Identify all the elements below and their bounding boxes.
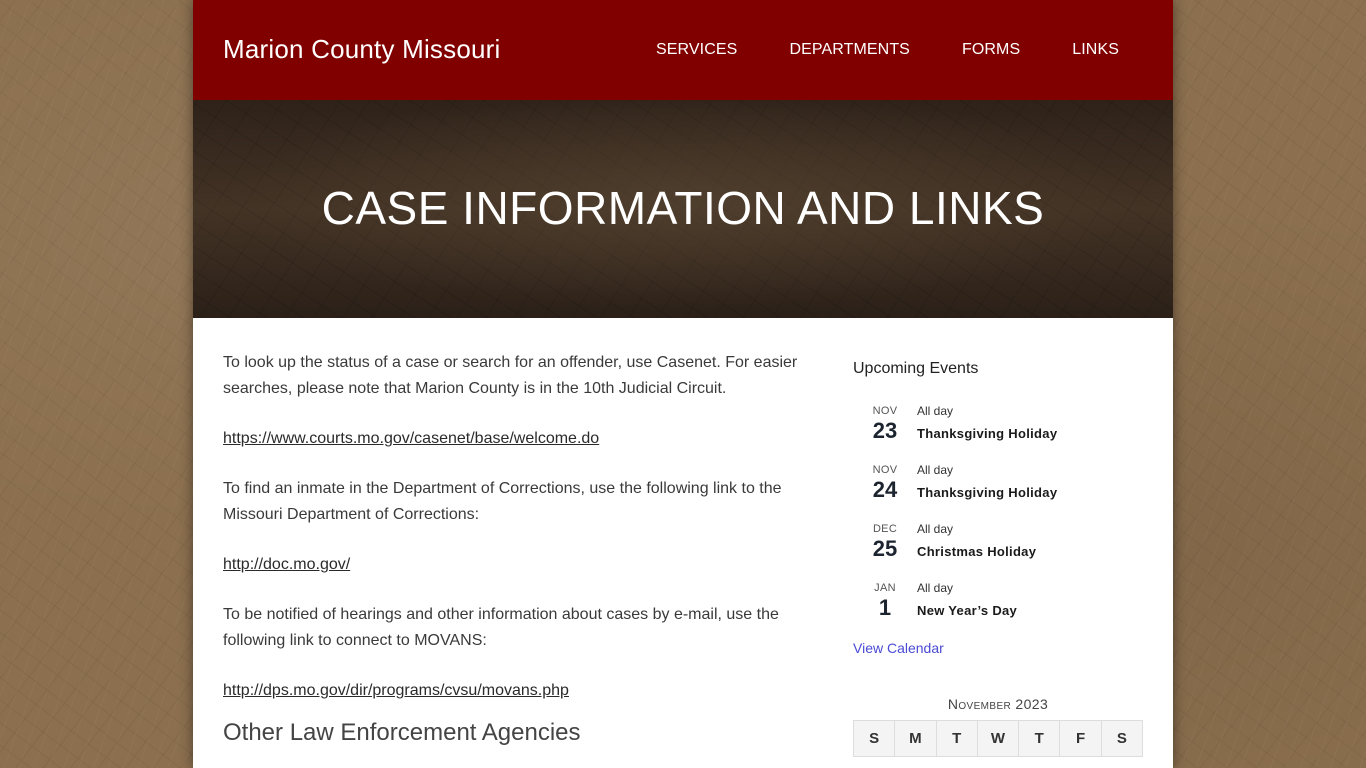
doc-link[interactable]: http://doc.mo.gov/ <box>223 556 351 573</box>
event-item[interactable] <box>853 463 1143 522</box>
event-day: 1 <box>878 595 892 620</box>
nav-services[interactable]: SERVICES <box>656 41 738 58</box>
site-header <box>193 0 1173 100</box>
event-month: JAN <box>874 582 896 594</box>
calendar-caption: November 2023 <box>947 696 1049 712</box>
site-title-link[interactable]: Marion County Missouri <box>223 33 501 64</box>
event-month: NOV <box>872 405 898 417</box>
event-date <box>853 404 917 463</box>
event-info <box>917 404 1057 463</box>
section-heading: Other Law Enforcement Agencies <box>223 719 581 746</box>
event-time: All day <box>917 404 954 418</box>
weekday-header: T <box>1019 721 1060 757</box>
event-time: All day <box>917 522 954 536</box>
weekday-header: T <box>936 721 977 757</box>
event-item[interactable] <box>853 581 1143 640</box>
page-container <box>193 0 1173 768</box>
sidebar <box>853 318 1143 757</box>
event-title[interactable]: Thanksgiving Holiday <box>917 485 1058 500</box>
casenet-paragraph: To look up the status of a case or search for an offender, use Casenet. For easier searches, please note that Marion County is in the 10th Judicial Circuit. <box>223 354 798 397</box>
movans-link[interactable]: http://dps.mo.gov/dir/programs/cvsu/movans.php <box>223 682 569 699</box>
event-day: 24 <box>872 477 898 502</box>
doc-paragraph: To find an inmate in the Department of Corrections, use the following link to the Missouri Department of Corrections: <box>223 480 782 523</box>
event-info <box>917 463 1057 522</box>
weekday-header: W <box>977 721 1018 757</box>
calendar-table <box>853 720 1143 757</box>
event-day: 25 <box>872 536 898 561</box>
page-title: CASE INFORMATION AND LINKS <box>321 182 1045 234</box>
weekday-header: M <box>895 721 936 757</box>
nav-links[interactable]: LINKS <box>1072 41 1119 58</box>
event-title[interactable]: Thanksgiving Holiday <box>917 426 1058 441</box>
event-day: 23 <box>872 418 898 443</box>
nav-departments[interactable]: DEPARTMENTS <box>789 41 910 58</box>
event-date <box>853 581 917 640</box>
content-area <box>193 318 1173 757</box>
hero-banner <box>193 100 1173 318</box>
weekday-header: F <box>1060 721 1101 757</box>
casenet-link-paragraph <box>223 426 823 452</box>
events-widget-title: Upcoming Events <box>853 360 979 377</box>
event-info <box>917 581 1017 640</box>
event-month: DEC <box>872 523 898 535</box>
event-month: NOV <box>872 464 898 476</box>
event-title[interactable]: Christmas Holiday <box>917 544 1037 559</box>
event-info <box>917 522 1036 581</box>
event-date <box>853 463 917 522</box>
event-item[interactable] <box>853 404 1143 463</box>
movans-link-paragraph <box>223 678 823 704</box>
main-nav <box>656 41 1119 59</box>
casenet-link[interactable]: https://www.courts.mo.gov/casenet/base/welcome.do <box>223 430 600 447</box>
nav-forms[interactable]: FORMS <box>961 41 1021 58</box>
view-calendar-link[interactable]: View Calendar <box>853 640 944 656</box>
main-content <box>223 318 823 757</box>
event-item[interactable] <box>853 522 1143 581</box>
weekday-header: S <box>854 721 895 757</box>
event-date <box>853 522 917 581</box>
event-time: All day <box>917 581 954 595</box>
weekday-header: S <box>1101 721 1142 757</box>
movans-paragraph: To be notified of hearings and other information about cases by e-mail, use the following link to connect to MOVANS: <box>223 606 779 649</box>
doc-link-paragraph <box>223 552 823 578</box>
event-title[interactable]: New Year’s Day <box>917 603 1018 618</box>
event-time: All day <box>917 463 954 477</box>
